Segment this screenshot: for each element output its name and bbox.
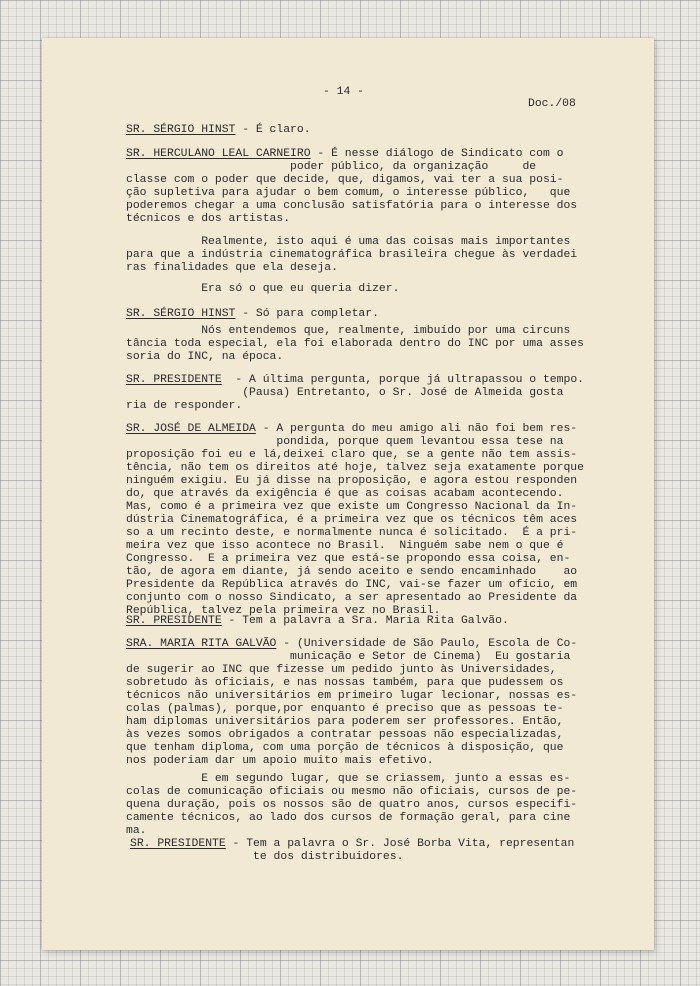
text-line: camente técnicos, ao lado dos cursos de formação geral, para cine — [126, 812, 571, 824]
speaker-line — [126, 148, 563, 161]
speaker-name: SR. PRESIDENTE — [130, 838, 226, 850]
text-line: poderemos chegar a uma conclusão satisfatória para o interesse dos — [126, 200, 578, 212]
line-text: - A última pergunta, porque já ultrapassou o tempo. — [221, 374, 584, 386]
speaker-line — [126, 423, 577, 436]
text-line: ham diplomas universitários para poderem ser professores. Então, — [126, 716, 564, 728]
text-line: Presidente da República através do INC, vai-se fazer um ofício, em — [126, 579, 578, 591]
line-text: - A pergunta do meu amigo ali não foi bem res- — [255, 423, 578, 435]
speaker-name: SR. PRESIDENTE — [126, 615, 222, 627]
line-text: - É claro. — [235, 124, 311, 136]
text-line: para que a indústria cinematográfica brasileira chegue às verdadei — [126, 249, 578, 261]
text-line: do, que através da exigência é que as coisas acabam acontecendo. — [126, 488, 564, 500]
speaker-name: SR. JOSÉ DE ALMEIDA — [126, 423, 256, 435]
text-line: ma. — [126, 825, 147, 837]
text-line: sobretudo às oficiais, e nas nossas também, para que pudessem os — [126, 677, 564, 689]
text-line: te dos distribuidores. — [130, 851, 404, 863]
text-line: República, talvez pela primeira vez no Brasil. — [126, 605, 441, 617]
speaker-line — [126, 615, 509, 628]
text-line: tência, não tem os direitos até hoje, talvez seja exatamente porque — [126, 462, 584, 474]
speaker-name: SR. PRESIDENTE — [126, 374, 222, 386]
text-line: pondida, porque quem levantou essa tese na — [126, 436, 564, 448]
speaker-line — [130, 838, 574, 851]
speaker-name: SR. SÉRGIO HINST — [126, 308, 236, 320]
text-line: so a um recinto deste, e normalmente nunca é solicitado. É a pri- — [126, 527, 578, 539]
text-line: técnicos e dos artistas. — [126, 213, 291, 225]
text-line: Mas, como é a primeira vez que existe um Congresso Nacional da In- — [126, 501, 578, 513]
text-line: nos poderiam dar um apoio muito mais efetivo. — [126, 755, 434, 767]
text-line: técnicos não universitários em primeiro lugar lecionar, nossas es- — [126, 690, 578, 702]
speaker-name: SRA. MARIA RITA GALVÃO — [126, 638, 277, 650]
text-line: Congresso. E a primeira vez que está-se propondo essa coisa, en- — [126, 553, 571, 565]
text-line: conjunto com o nosso Sindicato, a ser apresentado ao Presidente da — [126, 592, 578, 604]
text-line: municação e Setor de Cinema) Eu gostaria — [126, 651, 571, 663]
text-line: às vezes somos obrigados a contratar pessoas não especializadas, — [126, 729, 564, 741]
speaker-name: SR. HERCULANO LEAL CARNEIRO — [126, 148, 311, 160]
text-line: colas de comunicação oficiais ou mesmo não oficiais, cursos de pe- — [126, 786, 578, 798]
text-line: Realmente, isto aqui é uma das coisas mais importantes — [126, 236, 571, 248]
text-line: tão, de agora em diante, já sendo aceito e sendo encaminhado ao — [126, 566, 578, 578]
line-text: - Só para completar. — [235, 308, 379, 320]
document-reference: Doc./08 — [528, 98, 576, 110]
text-line: Nós entendemos que, realmente, imbuído por uma circuns — [126, 325, 571, 337]
text-line: que tenham diploma, com uma porção de técnicos à disposição, que — [126, 742, 564, 754]
line-text: - Tem a palavra o Sr. José Borba Vita, representan — [225, 838, 575, 850]
speaker-line — [126, 638, 577, 651]
text-line: meira vez que isso acontece no Brasil. Ninguém sabe nem o que é — [126, 540, 564, 552]
speaker-line — [126, 374, 584, 387]
text-line: E em segundo lugar, que se criassem, junto a essas es- — [126, 773, 571, 785]
text-line: Era só o que eu queria dizer. — [126, 283, 400, 295]
line-text: - Tem a palavra a Sra. Maria Rita Galvão. — [221, 615, 509, 627]
speaker-name: SR. SÉRGIO HINST — [126, 124, 236, 136]
text-line: classe com o poder que decide, que, digamos, vai ter a sua posi- — [126, 174, 564, 186]
text-line: ras finalidades que ela deseja. — [126, 262, 338, 274]
text-line: proposição foi eu e lá,deixei claro que, se a gente não tem assis- — [126, 449, 578, 461]
text-line: ninguém exigiu. Eu já disse na proposição, e agora estou responden — [126, 475, 578, 487]
line-text: - É nesse diálogo de Sindicato com o — [310, 148, 564, 160]
text-line: quena duração, pois os nossos são de quatro anos, cursos especifi- — [126, 799, 578, 811]
text-line: de sugerir ao INC que fizesse um pedido junto às Universidades, — [126, 664, 557, 676]
text-line: poder público, da organização de — [126, 161, 537, 173]
page-number: - 14 - — [323, 86, 365, 98]
speaker-line — [126, 124, 311, 137]
text-line: dústria Cinematográfica, é a primeira vez que os técnicos têm aces — [126, 514, 578, 526]
text-line: (Pausa) Entretanto, o Sr. José de Almeida gosta — [126, 387, 564, 399]
line-text: - (Universidade de São Paulo, Escola de Co- — [276, 638, 578, 650]
text-line: ção supletiva para ajudar o bem comum, o interesse público, que — [126, 187, 571, 199]
text-line: soria do INC, na época. — [126, 351, 284, 363]
text-line: ria de responder. — [126, 400, 243, 412]
text-line: tância toda especial, ela foi elaborada dentro do INC por uma asses — [126, 338, 584, 350]
text-line: colas (palmas), porque,por enquanto é preciso que as pessoas te- — [126, 703, 564, 715]
speaker-line — [126, 308, 379, 321]
typewritten-page — [42, 38, 654, 950]
